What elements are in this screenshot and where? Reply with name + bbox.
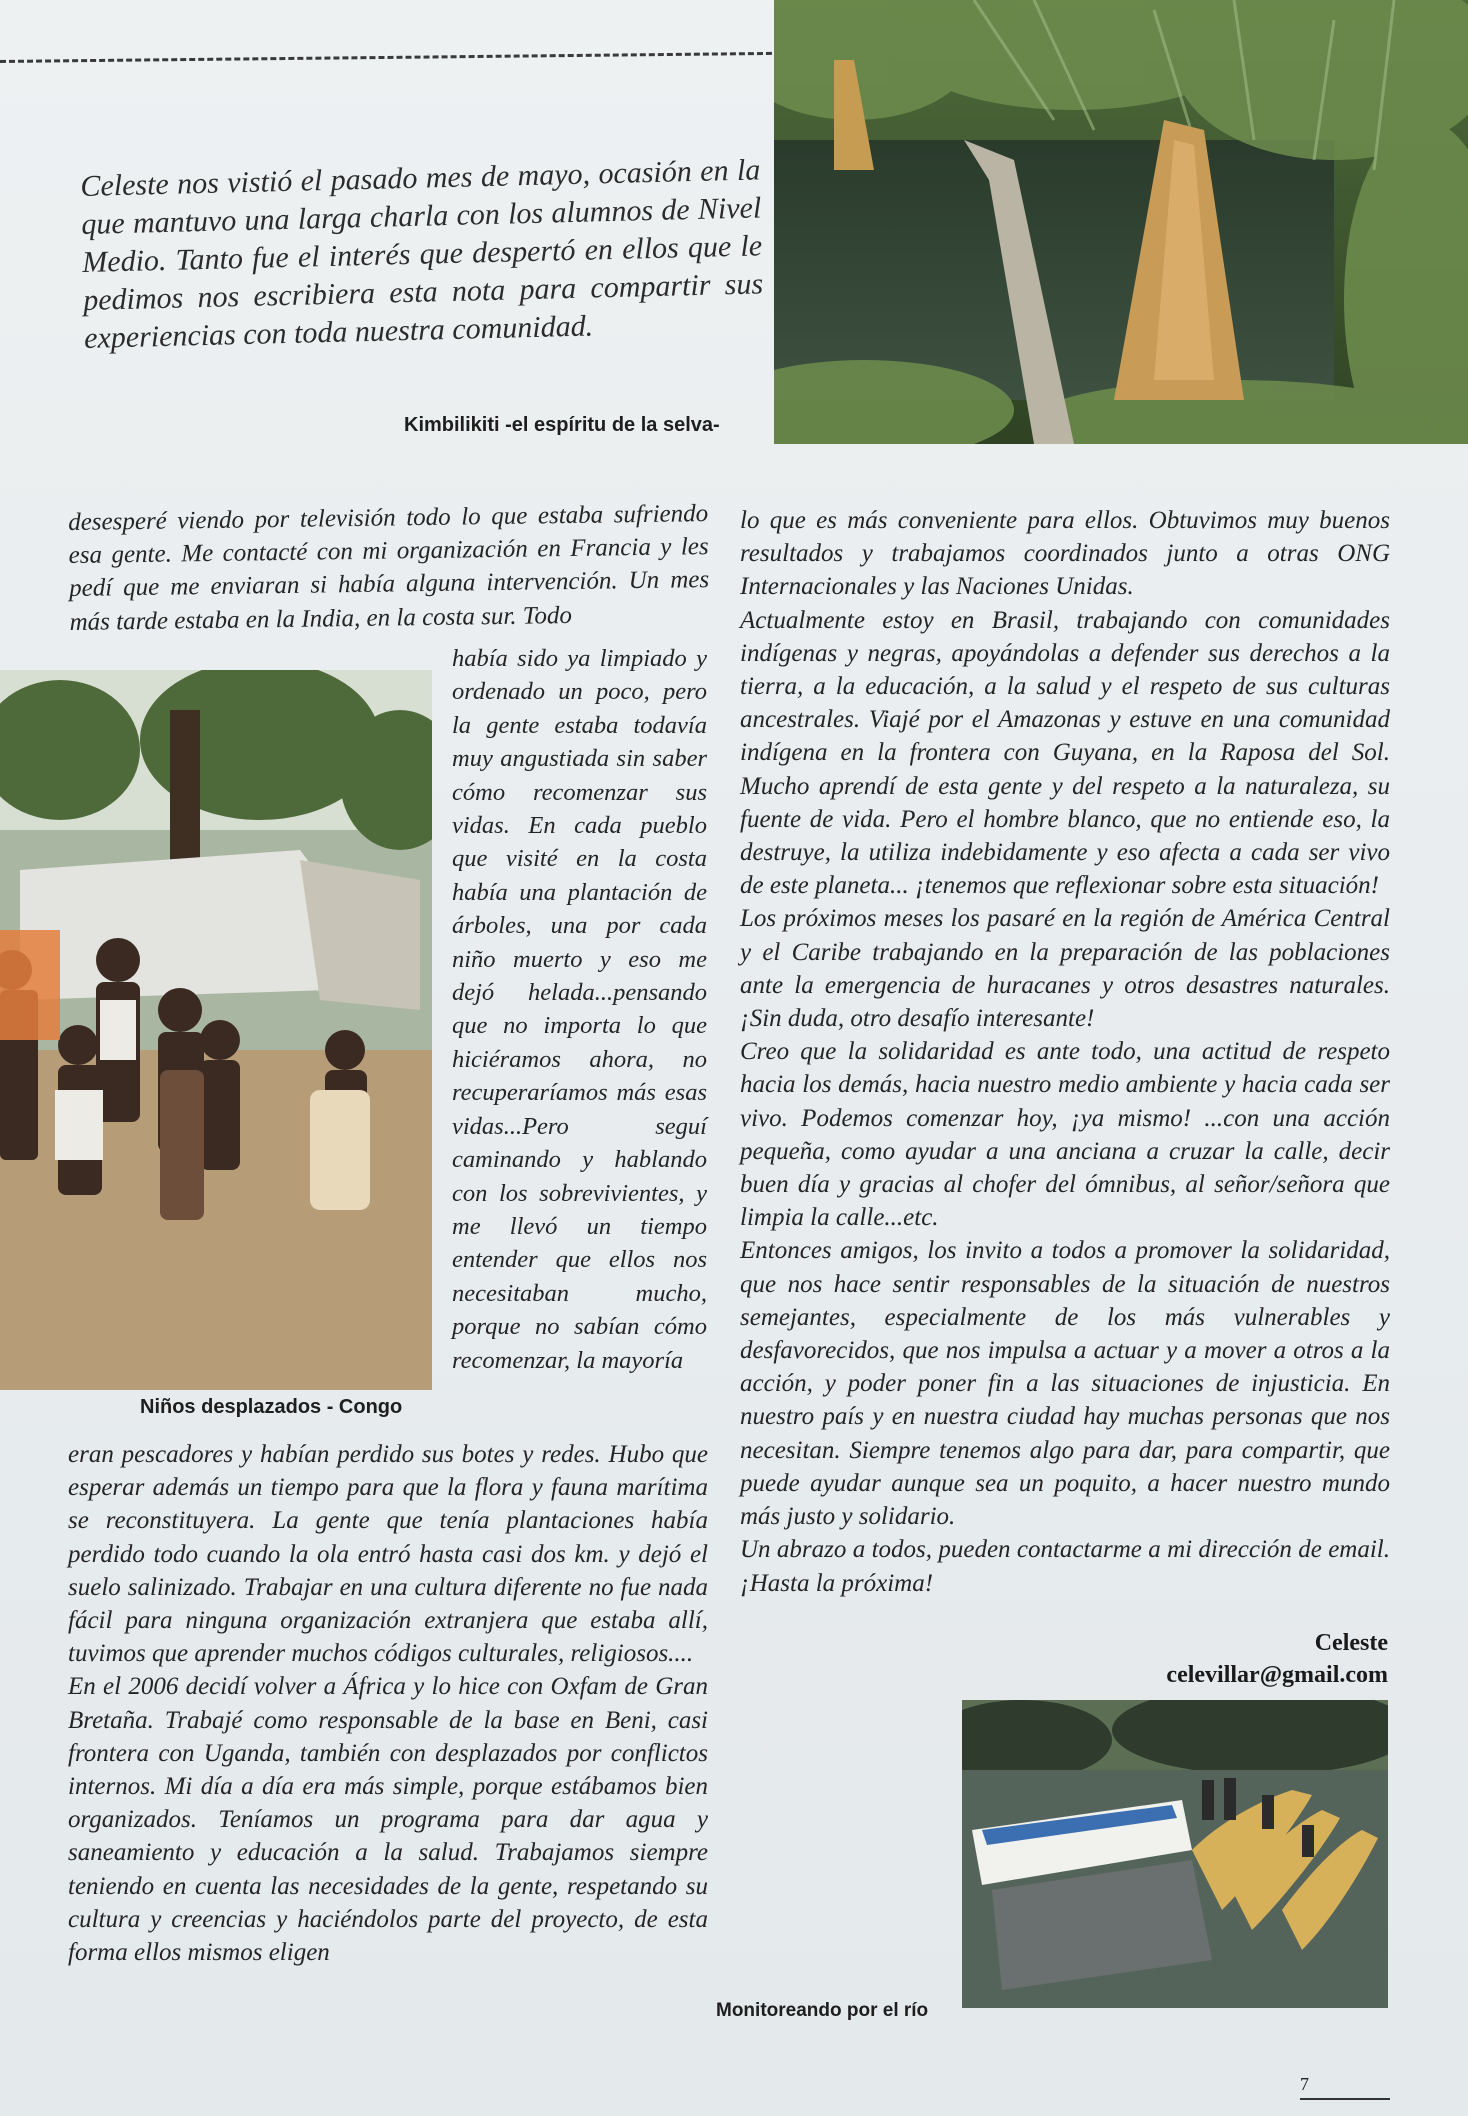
river-photo xyxy=(962,1700,1388,2008)
signature-name: Celeste xyxy=(1314,1630,1388,1656)
right-paragraph: Actualmente estoy en Brasil, trabajando con comunidades indígenas y negras, apoyándolas a defender sus derechos a la tierra, a la educación, a la salud y el respeto de sus culturas ancestrales. Viajé por el Amazonas y estuve en una comunidad indígena en la frontera con Guyana, en la Raposa del Sol. Mucho aprendí de esta gente y del respeto a la naturaleza, su fuente de vida. Pero el hombre blanco, que no entiende eso, la destruye, la utiliza indebidamente y eso afecta a cada ser vivo de este planeta... ¡tenemos que reflexionar sobre esta situación! xyxy=(740,606,1390,900)
signature-email[interactable]: celevillar@gmail.com xyxy=(1166,1662,1388,1688)
page-number: 7 xyxy=(1300,2074,1309,2094)
right-paragraph: Creo que la solidaridad es ante todo, una actitud de respeto hacia los demás, hacia nuestro medio ambiente y hacia cada ser vivo. Podemos comenzar hoy, ¡ya mismo! ...con una acción pequeña, como ayudar a una anciana a cruzar la calle, decir buen día y gracias al chofer del ómnibus, al señor/señora que limpia la calle...etc. xyxy=(740,1038,1390,1232)
caption-children: Niños desplazados - Congo xyxy=(140,1396,403,1418)
right-paragraph: Los próximos meses los pasaré en la región de América Central y el Caribe trabajando en la preparación de las poblaciones ante la emergencia de huracanes y otros desastres naturales. ¡Sin duda, otro desafío interesante! xyxy=(740,905,1390,1033)
right-paragraph: Entonces amigos, los invito a todos a promover la solidaridad, que nos hace sentir responsables de la situación de nuestros semejantes, especialmente de los más vulnerables y desfavorecidos, que nos impulsa a actuar y a mover a otros a la acción, y poder poner fin a las situaciones de injusticia. En nuestro país y en nuestra ciudad hay muchas personas que nos necesitan. Siempre tenemos algo para dar, para compartir, que puede ayudar aunque sea un poquito, a hacer nuestro mundo más justo y solidario. xyxy=(740,1237,1390,1531)
left-column-bottom xyxy=(68,1438,708,1969)
page-number-rule xyxy=(1300,2098,1390,2100)
caption-jungle: Kimbilikiti -el espíritu de la selva- xyxy=(404,414,720,436)
caption-river: Monitoreando por el río xyxy=(716,2000,929,2021)
intro-paragraph: Celeste nos vistió el pasado mes de mayo, ocasión en la que mantuvo una larga charla con los alumnos de Nivel Medio. Tanto fue el interés que despertó en ellos que le pedimos nos escribiera esta nota para compartir sus experiencias con toda nuestra comunidad. xyxy=(80,153,764,355)
left-column-wrap: había sido ya limpiado y ordenado un poco, pero la gente estaba todavía muy angustiada sin saber cómo recomenzar sus vidas. En cada pueblo que visité en la costa había una plantación de árboles, una por cada niño muerto y eso me dejó helada...pensando que no importa lo que hiciéramos ahora, no recuperaríamos más esas vidas...Pero seguí caminando y hablando con los sobrevivientes, y me llevó un tiempo entender que ellos nos necesitaban mucho, porque no sabían cómo recomenzar, la mayoría xyxy=(452,645,707,1374)
left-column-top: desesperé viendo por televisión todo lo que estaba sufriendo esa gente. Me contacté con mi organización en Francia y les pedí que me enviaran si había alguna intervención. Un mes más tarde estaba en la India, en la costa sur. Todo xyxy=(68,500,710,636)
children-photo xyxy=(0,670,432,1390)
left-paragraph: En el 2006 decidí volver a África y lo hice con Oxfam de Gran Bretaña. Trabajé como responsable de la base en Beni, casi frontera con Uganda, también con desplazados por conflictos internos. Mi día a día era más simple, porque estábamos bien organizados. Teníamos un programa para dar agua y saneamiento y educación a la salud. Trabajamos siempre teniendo en cuenta las necesidades de la gente, respetando su cultura y creencias y haciéndolos parte del proyecto, de esta forma ellos mismos eligen xyxy=(68,1673,708,1967)
children-photo-image xyxy=(0,670,432,1390)
jungle-photo xyxy=(774,0,1468,444)
left-paragraph: eran pescadores y habían perdido sus botes y redes. Hubo que esperar además un tiempo para que la flora y fauna marítima se reconstituyera. La gente que tenía plantaciones había perdido todo cuando la ola entró hasta casi dos km. y dejó el suelo salinizado. Trabajar en una cultura diferente no fue nada fácil para ninguna organización extranjera que estaba allí, tuvimos que aprender muchos códigos culturales, religiosos.... xyxy=(68,1441,708,1668)
right-paragraph: lo que es más conveniente para ellos. Obtuvimos muy buenos resultados y trabajamos coordinados junto a otras ONG Internacionales y las Naciones Unidas. xyxy=(740,507,1390,601)
right-column xyxy=(740,504,1390,1600)
river-photo-image xyxy=(962,1700,1388,2008)
jungle-photo-image xyxy=(774,0,1468,444)
dashed-divider xyxy=(0,52,772,63)
right-paragraph: Un abrazo a todos, pueden contactarme a mi dirección de email. ¡Hasta la próxima! xyxy=(740,1536,1390,1597)
